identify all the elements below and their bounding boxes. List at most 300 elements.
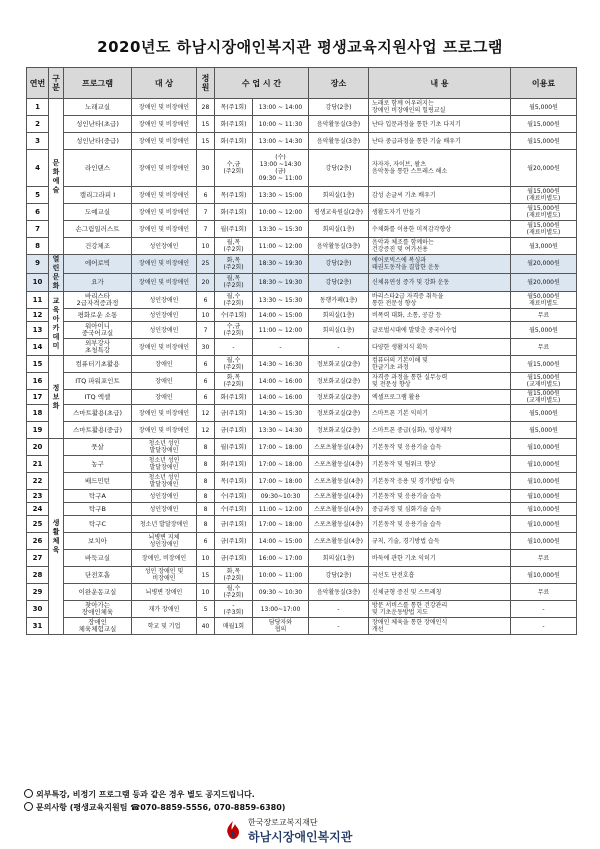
class-time: - — [253, 339, 309, 356]
content: 국선도 단전호흡 — [369, 567, 511, 584]
header-target: 대 상 — [132, 68, 197, 99]
table-row — [27, 322, 577, 339]
class-days: 수,금 (주2회) — [215, 322, 253, 339]
content: 바리스타2급 자격증 취득을 통한 전문성 향상 — [369, 292, 511, 309]
program-name: 캘리그라피 I — [64, 187, 132, 204]
capacity: 15 — [197, 116, 215, 133]
class-time: 14:00 ~ 15:00 — [253, 533, 309, 550]
category-cell: 정보화 — [49, 356, 64, 439]
content: 감성 손글씨 기초 배우기 — [369, 187, 511, 204]
table-row — [27, 273, 577, 292]
table-row — [27, 533, 577, 550]
content: 기본동작 응용 및 경기방법 습득 — [369, 473, 511, 490]
content: 기본동작 및 응용기술 습득 — [369, 490, 511, 503]
capacity: 6 — [197, 390, 215, 405]
target-group: 성인 장애인 및 비장애인 — [132, 567, 197, 584]
category-cell: 문화예술 — [49, 99, 64, 255]
row-number: 17 — [27, 390, 49, 405]
class-time: 17:00 ~ 18:00 — [253, 516, 309, 533]
target-group: 청소년 성인 발달장애인 — [132, 473, 197, 490]
capacity: 8 — [197, 490, 215, 503]
category-cell: 교육아카데미 — [49, 292, 64, 356]
program-name: 바리스타 2급자격증과정 — [64, 292, 132, 309]
class-time: 16:00 ~ 17:00 — [253, 550, 309, 567]
table-row — [27, 373, 577, 390]
fee: 월5,000원 — [511, 405, 577, 422]
class-time: 18:30 ~ 19:30 — [253, 273, 309, 292]
class-time: 09:30~10:30 — [253, 490, 309, 503]
program-name: 풋살 — [64, 439, 132, 456]
row-number: 15 — [27, 356, 49, 373]
table-row — [27, 204, 577, 221]
header-capacity: 정원 — [197, 68, 215, 99]
table-row — [27, 309, 577, 322]
program-name: 컴퓨터기초활용 — [64, 356, 132, 373]
location: 강당(2층) — [309, 150, 369, 187]
content: 바둑에 관한 기초 익히기 — [369, 550, 511, 567]
class-time: 13:30 ~ 15:30 — [253, 221, 309, 238]
program-name: 농구 — [64, 456, 132, 473]
table-row — [27, 456, 577, 473]
row-number: 16 — [27, 373, 49, 390]
program-name: ITQ 엑셀 — [64, 390, 132, 405]
content: 글로벌시대에 발맞춘 중국어수업 — [369, 322, 511, 339]
capacity: 20 — [197, 273, 215, 292]
target-group: 성인장애인 — [132, 292, 197, 309]
row-number: 3 — [27, 133, 49, 150]
category-cell: 생활체육 — [49, 439, 64, 635]
capacity: 6 — [197, 292, 215, 309]
location: 음악활동실(3층) — [309, 116, 369, 133]
class-time: 13:30 ~ 15:00 — [253, 187, 309, 204]
page-title: 2020년도 하남시장애인복지관 평생교육지원사업 프로그램 — [97, 38, 503, 56]
capacity: 28 — [197, 99, 215, 116]
class-days: 화(주1회) — [215, 116, 253, 133]
class-days: - (주3회) — [215, 601, 253, 618]
target-group: 성인장애인 — [132, 309, 197, 322]
location: 강당(2층) — [309, 99, 369, 116]
target-group: 장애인 및 비장애인 — [132, 221, 197, 238]
row-number: 30 — [27, 601, 49, 618]
program-name: 노래교실 — [64, 99, 132, 116]
class-time: 09:30 ~ 10:30 — [253, 584, 309, 601]
class-days: 월(주1회) — [215, 221, 253, 238]
content: 기본동작 및 응용기술 습득 — [369, 439, 511, 456]
capacity: 12 — [197, 405, 215, 422]
location: 정보화교실(2층) — [309, 405, 369, 422]
table-row — [27, 439, 577, 456]
class-days: 월,수 (주2회) — [215, 584, 253, 601]
fee: 월15,000원 — [511, 133, 577, 150]
fee: 월3,000원 — [511, 238, 577, 255]
header-location: 장소 — [309, 68, 369, 99]
header-program: 프로그램 — [64, 68, 132, 99]
content: 난타 입문과정을 통한 기초 다지기 — [369, 116, 511, 133]
class-days: 수(주1회) — [215, 490, 253, 503]
row-number: 4 — [27, 150, 49, 187]
row-number: 10 — [27, 273, 49, 292]
class-days: 월,수 (주2회) — [215, 356, 253, 373]
location: 정보화교실(2층) — [309, 373, 369, 390]
content: 기본동작 및 팀워크 향상 — [369, 456, 511, 473]
capacity: 8 — [197, 516, 215, 533]
target-group: 뇌병변 지체 성인장애인 — [132, 533, 197, 550]
logo-center-name: 하남시장애인복지관 — [248, 830, 353, 844]
target-group: 성인장애인 — [132, 490, 197, 503]
category-cell: 열린문화 — [49, 255, 64, 292]
capacity: 7 — [197, 322, 215, 339]
target-group: 학교 및 기업 — [132, 618, 197, 635]
class-days: 월,목 (주2회) — [215, 273, 253, 292]
target-group: 장애인 및 비장애인 — [132, 405, 197, 422]
target-group: 성인장애인 — [132, 238, 197, 255]
class-days: 화(주1회) — [215, 390, 253, 405]
program-name: ITQ 파워포인트 — [64, 373, 132, 390]
capacity: 12 — [197, 422, 215, 439]
class-days: 화(주1회) — [215, 456, 253, 473]
fee: 월10,000원 — [511, 439, 577, 456]
class-time: 13:00 ~ 14:30 — [253, 133, 309, 150]
program-name: 배드민턴 — [64, 473, 132, 490]
table-row — [27, 339, 577, 356]
row-number: 24 — [27, 503, 49, 516]
table-row — [27, 187, 577, 204]
class-time: 18:30 ~ 19:30 — [253, 255, 309, 274]
location: 강당(2층) — [309, 567, 369, 584]
content: 음악과 체조를 함께하는 건강증진 및 여가선용 — [369, 238, 511, 255]
capacity: 15 — [197, 133, 215, 150]
program-name: 장애인 체육체험교실 — [64, 618, 132, 635]
program-name: 워아이니 중국어교실 — [64, 322, 132, 339]
row-number: 31 — [27, 618, 49, 635]
row-number: 11 — [27, 292, 49, 309]
capacity: 8 — [197, 503, 215, 516]
program-table — [26, 67, 577, 635]
capacity: 10 — [197, 550, 215, 567]
class-time: 14:00 ~ 16:00 — [253, 373, 309, 390]
location: 음악활동실(3층) — [309, 133, 369, 150]
organization-logo — [222, 817, 382, 845]
program-name: 스마트활용(초급) — [64, 405, 132, 422]
footer-contact-text: 문의사항 (평생교육지원팀 ☎070-8859-5556, 070-8859-6380) — [36, 803, 286, 812]
fee: 월10,000원 — [511, 516, 577, 533]
fee: 월10,000원 — [511, 533, 577, 550]
capacity: 6 — [197, 373, 215, 390]
row-number: 5 — [27, 187, 49, 204]
location: 회의실(1층) — [309, 322, 369, 339]
class-time: 11:00 ~ 12:00 — [253, 322, 309, 339]
location: 스포츠활동실(4층) — [309, 439, 369, 456]
class-days: 매월1회 — [215, 618, 253, 635]
fee: 월5,000원 — [511, 322, 577, 339]
content: 스마트폰 기본 익히기 — [369, 405, 511, 422]
row-number: 25 — [27, 516, 49, 533]
fee: 무료 — [511, 550, 577, 567]
location: 스포츠활동실(4층) — [309, 473, 369, 490]
content: 스마트폰 중급(심화), 영상제작 — [369, 422, 511, 439]
class-time: 11:00 ~ 12:00 — [253, 238, 309, 255]
table-row — [27, 503, 577, 516]
table-row — [27, 238, 577, 255]
location: 스포츠활동실(4층) — [309, 516, 369, 533]
class-days: 목(주1회) — [215, 99, 253, 116]
target-group: 장애인 및 비장애인 — [132, 204, 197, 221]
class-days: 금(주1회) — [215, 422, 253, 439]
class-time: 14:30 ~ 15:30 — [253, 405, 309, 422]
capacity: 30 — [197, 339, 215, 356]
fee: 월10,000원 — [511, 473, 577, 490]
table-row — [27, 133, 577, 150]
capacity: 15 — [197, 567, 215, 584]
fee: 월15,000원 (교재비별도) — [511, 390, 577, 405]
content: 자자자, 자이브, 왈츠 음악동을 통한 스트레스 해소 — [369, 150, 511, 187]
target-group: 장애인 및 비장애인 — [132, 187, 197, 204]
program-name: 보치아 — [64, 533, 132, 550]
class-time: 17:00 ~ 18:00 — [253, 456, 309, 473]
target-group: 장애인 — [132, 356, 197, 373]
target-group: 장애인 및 비장애인 — [132, 133, 197, 150]
row-number: 8 — [27, 238, 49, 255]
content: 방문 서비스를 통한 건강관리 및 기초운동방법 지도 — [369, 601, 511, 618]
class-days: 금(주1회) — [215, 533, 253, 550]
program-name: 단전호흡 — [64, 567, 132, 584]
program-name: 에어로빅 — [64, 255, 132, 274]
footer-contact — [24, 802, 285, 813]
location: 스포츠활동실(4층) — [309, 533, 369, 550]
row-number: 13 — [27, 322, 49, 339]
program-name: 찾아가는 장애인체육 — [64, 601, 132, 618]
capacity: 8 — [197, 456, 215, 473]
row-number: 1 — [27, 99, 49, 116]
class-time: 13:00 ~ 14:00 — [253, 99, 309, 116]
location: 정보화교실(2층) — [309, 356, 369, 373]
class-days: 화(주1회) — [215, 133, 253, 150]
target-group: 재가 장애인 — [132, 601, 197, 618]
content: 다양한 생활지식 획득 — [369, 339, 511, 356]
table-row — [27, 422, 577, 439]
class-days: 월,목 (주2회) — [215, 238, 253, 255]
row-number: 19 — [27, 422, 49, 439]
class-time: 11:00 ~ 12:00 — [253, 503, 309, 516]
fee: 월20,000원 — [511, 150, 577, 187]
fee: 월10,000원 — [511, 503, 577, 516]
table-row — [27, 221, 577, 238]
location: 정보화교실(2층) — [309, 422, 369, 439]
content: 컴퓨터의 기본이해 및 한글기초 과정 — [369, 356, 511, 373]
location: - — [309, 601, 369, 618]
header-category: 구분 — [49, 68, 64, 99]
class-time: 14:00 ~ 15:00 — [253, 309, 309, 322]
row-number: 12 — [27, 309, 49, 322]
class-days: 화(주1회) — [215, 204, 253, 221]
fee: 월10,000원 — [511, 490, 577, 503]
target-group: 장애인 및 비장애인 — [132, 255, 197, 274]
location: 스포츠활동실(4층) — [309, 490, 369, 503]
row-number: 20 — [27, 439, 49, 456]
fee: 월10,000원 — [511, 567, 577, 584]
table-row — [27, 255, 577, 274]
row-number: 22 — [27, 473, 49, 490]
capacity: 6 — [197, 187, 215, 204]
target-group: 장애인 — [132, 390, 197, 405]
class-time: 17:00 ~ 18:00 — [253, 439, 309, 456]
table-header-row — [27, 68, 577, 99]
capacity: 6 — [197, 356, 215, 373]
table-row — [27, 356, 577, 373]
program-name: 외부강사 초청특강 — [64, 339, 132, 356]
fee: 월20,000원 — [511, 255, 577, 274]
bullet-circle-icon — [24, 789, 33, 798]
fee: 월15,000원 (교재비별도) — [511, 373, 577, 390]
target-group: 성인장애인 — [132, 322, 197, 339]
content: 기본동작 및 응용기술 습득 — [369, 516, 511, 533]
class-days: 화,목 (주2회) — [215, 567, 253, 584]
table-row — [27, 390, 577, 405]
program-name: 평화로운 소통 — [64, 309, 132, 322]
row-number: 2 — [27, 116, 49, 133]
flame-logo-icon — [222, 819, 244, 841]
capacity: 8 — [197, 473, 215, 490]
capacity: 40 — [197, 618, 215, 635]
class-days: 금(주1회) — [215, 550, 253, 567]
table-row — [27, 567, 577, 584]
program-name: 건강체조 — [64, 238, 132, 255]
target-group: 장애인 및 비장애인 — [132, 99, 197, 116]
table-row — [27, 405, 577, 422]
class-time: 13:00~17:00 — [253, 601, 309, 618]
target-group: 장애인 및 비장애인 — [132, 116, 197, 133]
capacity: 25 — [197, 255, 215, 274]
location: 음악활동실(3층) — [309, 238, 369, 255]
fee: 월15,000원 (재료비별도) — [511, 187, 577, 204]
program-name: 성인난타(초급) — [64, 116, 132, 133]
table-row — [27, 550, 577, 567]
class-days: 화,목 (주2회) — [215, 255, 253, 274]
target-group: 장애인 — [132, 373, 197, 390]
row-number: 27 — [27, 550, 49, 567]
row-number: 29 — [27, 584, 49, 601]
header-fee: 이용료 — [511, 68, 577, 99]
table-row — [27, 99, 577, 116]
class-days: 수(주1회) — [215, 309, 253, 322]
capacity: 10 — [197, 238, 215, 255]
bullet-circle-icon — [24, 802, 33, 811]
table-row — [27, 490, 577, 503]
program-name: 손그림일러스트 — [64, 221, 132, 238]
capacity: 10 — [197, 309, 215, 322]
table-row — [27, 473, 577, 490]
capacity: 8 — [197, 439, 215, 456]
target-group: 청소년 성인 발달장애인 — [132, 456, 197, 473]
fee: 월10,000원 — [511, 456, 577, 473]
class-time: 10:00 ~ 12:00 — [253, 204, 309, 221]
capacity: 5 — [197, 601, 215, 618]
location: 정보화교실(2층) — [309, 390, 369, 405]
target-group: 뇌병변 장애인 — [132, 584, 197, 601]
footer-notice-text: 외부특강, 비정기 프로그램 등과 같은 경우 별도 공지드립니다. — [36, 790, 255, 799]
table-row — [27, 150, 577, 187]
row-number: 14 — [27, 339, 49, 356]
class-days: 월,수 (주2회) — [215, 292, 253, 309]
content: 비폭력 대화, 소통, 공감 등 — [369, 309, 511, 322]
program-name: 탁구A — [64, 490, 132, 503]
row-number: 21 — [27, 456, 49, 473]
row-number: 26 — [27, 533, 49, 550]
fee: 월20,000원 — [511, 273, 577, 292]
row-number: 28 — [27, 567, 49, 584]
location: 회의실(1층) — [309, 187, 369, 204]
class-days: 수,금 (주2회) — [215, 150, 253, 187]
content: 노래로 함께 어우러지는 장애인 비장애인의 힐링교실 — [369, 99, 511, 116]
fee: 무료 — [511, 584, 577, 601]
fee: 월15,000원 — [511, 116, 577, 133]
fee: - — [511, 618, 577, 635]
content: 장애인 체육을 통한 장애인식 개선 — [369, 618, 511, 635]
location: 회의실(1층) — [309, 550, 369, 567]
table-row — [27, 584, 577, 601]
row-number: 23 — [27, 490, 49, 503]
program-name: 이완운동교실 — [64, 584, 132, 601]
location: 평생교육원실(2층) — [309, 204, 369, 221]
target-group: 장애인 및 비장애인 — [132, 273, 197, 292]
fee: 월5,000원 — [511, 422, 577, 439]
content: 규칙, 기술, 경기방법 습득 — [369, 533, 511, 550]
capacity: 6 — [197, 533, 215, 550]
target-group: 청소년 발달장애인 — [132, 516, 197, 533]
class-days: 수(주1회) — [215, 503, 253, 516]
program-name: 라인댄스 — [64, 150, 132, 187]
header-content: 내 용 — [369, 68, 511, 99]
fee: 무료 — [511, 309, 577, 322]
program-name: 성인난타(중급) — [64, 133, 132, 150]
table-row — [27, 516, 577, 533]
target-group: 장애인 및 비장애인 — [132, 339, 197, 356]
location: 강당(2층) — [309, 273, 369, 292]
location: 동행카페(1층) — [309, 292, 369, 309]
class-time: 13:30 ~ 14:30 — [253, 422, 309, 439]
content: 수채화를 이용한 미적감각향상 — [369, 221, 511, 238]
content: 중급과정 및 심화기술 습득 — [369, 503, 511, 516]
row-number: 6 — [27, 204, 49, 221]
location: 음악활동실(3층) — [309, 584, 369, 601]
class-time: 14:00 ~ 16:00 — [253, 390, 309, 405]
program-name: 도예교실 — [64, 204, 132, 221]
fee: 월15,000원 — [511, 356, 577, 373]
fee: - — [511, 601, 577, 618]
program-name: 스마트활용(중급) — [64, 422, 132, 439]
table-row — [27, 116, 577, 133]
row-number: 7 — [27, 221, 49, 238]
logo-foundation-name: 한국장로교복지재단 — [248, 818, 318, 827]
class-days: 목(주1회) — [215, 473, 253, 490]
table-row — [27, 618, 577, 635]
footer-notice — [24, 789, 255, 800]
class-time: 10:00 ~ 11:30 — [253, 116, 309, 133]
target-group: 장애인 및 비장애인 — [132, 150, 197, 187]
location: 강당(2층) — [309, 255, 369, 274]
class-time: 10:00 ~ 11:00 — [253, 567, 309, 584]
program-name: 탁구C — [64, 516, 132, 533]
content: 에어로빅스에 복싱과 태권도동작을 결합한 운동 — [369, 255, 511, 274]
class-days: 금(주1회) — [215, 516, 253, 533]
capacity: 10 — [197, 584, 215, 601]
header-schedule: 수 업 시 간 — [215, 68, 309, 99]
location: - — [309, 618, 369, 635]
class-time: 14:30 ~ 16:30 — [253, 356, 309, 373]
target-group: 장애인, 비장애인 — [132, 550, 197, 567]
capacity: 30 — [197, 150, 215, 187]
table-row — [27, 292, 577, 309]
